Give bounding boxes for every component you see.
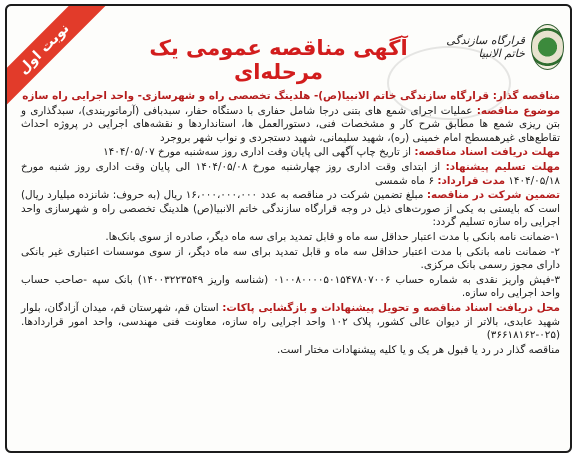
bid-deadline-label: مهلت تسلیم پیشنهاد: [445, 160, 560, 173]
duration-text: ۶ ماه شمسی [375, 174, 435, 187]
document-deadline-label: مهلت دریافت اسناد مناقصه: [414, 146, 560, 159]
first-publication-badge: نوبت اول [5, 6, 106, 111]
announcement-title: آگهی مناقصه عمومی یک مرحله‌ای [149, 36, 408, 84]
guarantee-item-1: ۱-ضمانت نامه بانکی با مدت اعتبار حداقل سه ماه و قابل تمدید برای سه ماه دیگر، صادره از سوی بانک‌ها. [105, 230, 560, 243]
address-paragraph [21, 302, 560, 343]
guarantee-item-3: ۳-فیش واریز نقدی به شماره حساب ۰۱۰۰۸۰۰۰۰۵۰۱۵۴۷۸۰۷۰۰۶ (شناسه واریز ۱۴۰۰۳۲۲۳۵۴۹) بانک سپه -صاحب حساب واحد اجرایی راه سازه. [21, 273, 560, 300]
address-text: استان قم، شهرستان قم، میدان آزادگان، بلوار شهید عابدی، بالاتر از دیوان عالی کشور، پلاک ۱۰۲ واحد اجرایی راه سازه، معاونت فنی مهندسی، واحد امور قراردادها. (۰۲۵-۳۶۶۱۸۱۶۲) [21, 301, 560, 342]
logo-text: قرارگاه سازندگی خاتم الانبیا [446, 34, 525, 60]
bid-deadline-paragraph [21, 161, 560, 188]
announcement-body [21, 90, 560, 445]
organization-logo [434, 12, 564, 82]
emblem-icon [531, 24, 564, 70]
document-deadline-paragraph [21, 146, 560, 160]
footer-note: مناقصه گذار در رد یا قبول هر یک و یا کلیه پیشنهادات مختار است. [277, 343, 560, 356]
subject-paragraph [21, 105, 560, 146]
guarantee-paragraph [21, 189, 560, 230]
guarantee-label: تضمین شرکت در مناقصه: [426, 189, 560, 202]
guarantee-item-2: ۲- ضمانت نامه بانکی با مدت اعتبار حداقل سه ماه و قابل تمدید برای سه ماه دیگر، از سوی موسسات اعتباری غیر بانکی دارای مجوز رسمی بانک مرکزی. [21, 245, 560, 272]
subject-text: عملیات اجرای شمع های بتنی درجا شامل حفاری با دستگاه حفار، سبدبافی (آرماتوربندی)، سبدگذاری و بتن ریزی شمع ها مطابق شرح کار و مشخصات فنی، دستورالعمل ها، استانداردها و نقشه‌های اجرایی در پروژه احداث تقاطع‌های غیرهمسطح امام خمینی (ره)، شهید سلیمانی، شهید دستجردی و نواب شهر بروجرد [21, 104, 560, 144]
bid-deadline-text: از ابتدای وقت اداری روز چهارشنبه مورخ ۱۴۰۴/۰۵/۰۸ الی پایان وقت اداری روز شنبه مورخ ۱۴۰۴/۰۵/۱۸ [21, 160, 560, 187]
subject-label: موضوع مناقصه: [476, 104, 561, 117]
organizer-line: مناقصه گذار: قرارگاه سازندگی خاتم الانبیا(ص)- هلدینگ تخصصی راه و شهرسازی- واحد اجرایی راه سازه [22, 90, 560, 102]
document-deadline-text: از تاریخ چاپ آگهی الی پایان وقت اداری روز سه‌شنبه مورخ ۱۴۰۴/۰۵/۰۷ [103, 146, 412, 159]
duration-label: مدت قرارداد: [437, 174, 506, 187]
tender-announcement [5, 4, 572, 453]
guarantee-text: مبلغ تضمین شرکت در مناقصه به عدد ۱۶،۰۰۰،۰۰۰،۰۰۰ ریال (به حروف: شانزده میلیارد ریال) است که بایستی به یکی از صورت‌های ذیل در وجه قرارگاه سازندگی خاتم الانبیا(ص) هلدینگ تخصصی راه و شهرسازی واحد اجرایی راه سازه تسلیم گردد: [21, 189, 560, 229]
address-label: محل دریافت اسناد مناقصه و تحویل پیشنهادات و بازگشایی پاکات: [222, 301, 560, 314]
